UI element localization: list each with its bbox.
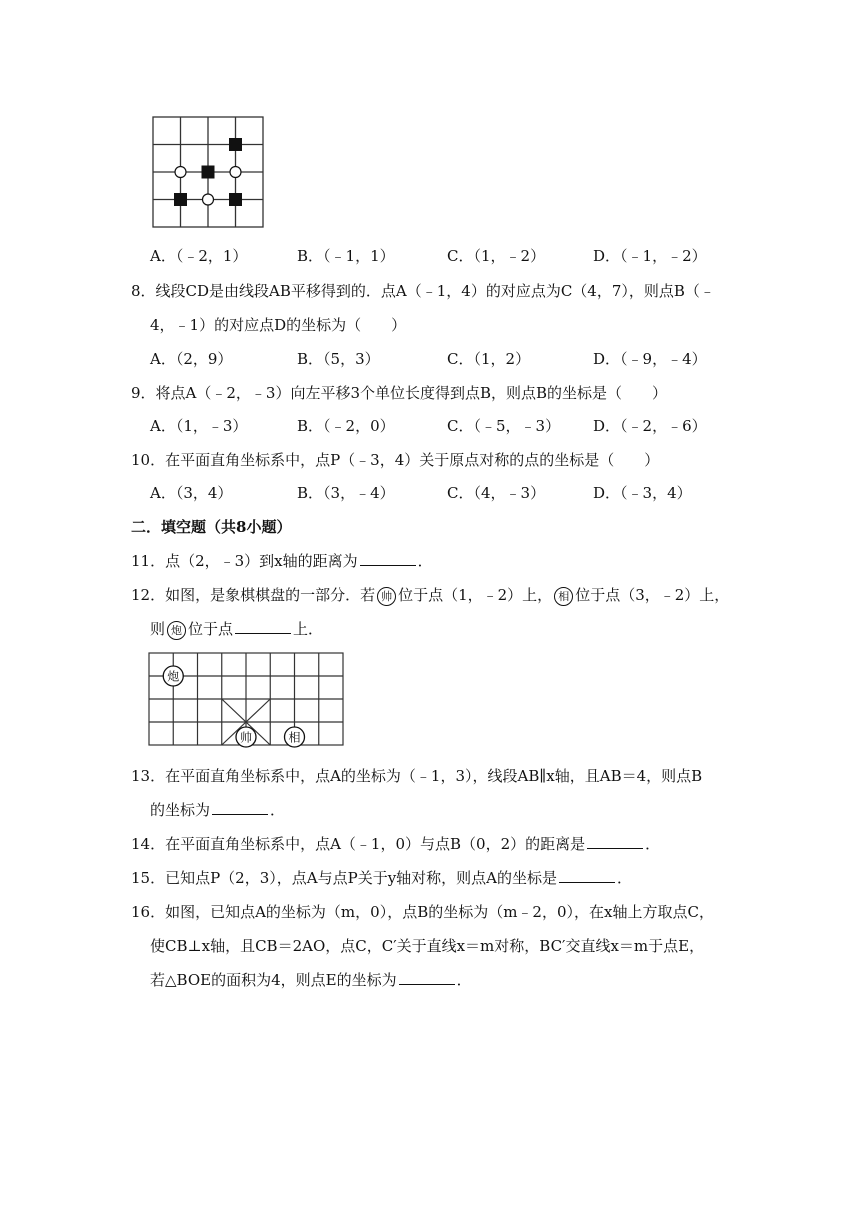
q8-text-line2: 4，﹣1）的对应点D的坐标为（ ） [150,316,407,334]
xiang-board-piece [285,727,305,747]
xiang-board-label: 相 [288,730,301,745]
q10-text: 10．在平面直角坐标系中，点P（﹣3，4）关于原点对称的点的坐标是（ ） [131,451,660,469]
q12-line2-before: 则 [150,620,166,638]
q8-text-line1: 8．线段CD是由线段AB平移得到的．点A（﹣1，4）的对应点为C（4，7），则点B（﹣ [131,282,715,300]
q9-text: 9．将点A（﹣2，﹣3）向左平移3个单位长度得到点B，则点B的坐标是（ ） [131,384,668,402]
q14-text [131,833,660,855]
q15-before: 15．已知点P（2，3），点A与点P关于y轴对称，则点A的坐标是 [131,869,558,887]
white-stone [230,167,241,178]
option-d: D．（﹣2，﹣6） [593,417,707,435]
q14-before: 14．在平面直角坐标系中，点A（﹣1，0）与点B（0，2）的距离是 [131,835,586,853]
black-stone [229,193,242,206]
q12-line2-after: 上． [293,620,324,638]
q15-after: ． [617,869,633,887]
option-a: A．（2，9） [150,350,233,368]
q16-text-line1: 16．如图，已知点A的坐标为（m，0），点B的坐标为（m﹣2，0），在x轴上方取点C， [131,903,714,921]
q11-before: 11．点（2，﹣3）到x轴的距离为 [131,552,358,570]
white-stone [203,194,214,205]
shuai-board-label: 帅 [239,730,253,745]
q12-part2: 位于点（1，﹣2）上， [398,586,553,604]
answer-blank [360,551,416,566]
q13-text-line2 [150,799,285,821]
q12-line2-mid: 位于点 [188,620,234,638]
q12-part3: 位于点（3，﹣2）上， [575,586,730,604]
q13-text-line1: 13．在平面直角坐标系中，点A的坐标为（﹣1，3），线段AB∥x轴，且AB＝4，则点B [131,767,703,785]
option-c: C．（4，﹣3） [447,484,546,502]
q15-text [131,867,632,889]
chess-board-figure [147,651,345,751]
q16-line3-before: 若△BOE的面积为4，则点E的坐标为 [150,971,397,989]
option-a: A．（1，﹣3） [150,417,248,435]
q11-after: ． [417,552,433,570]
q12-text-line1 [131,584,729,606]
answer-blank [399,970,455,985]
black-stone [229,138,242,151]
white-stone [175,167,186,178]
option-d: D．（﹣3，4） [593,484,692,502]
section-heading: 二．填空题（共8小题） [131,518,292,536]
q13-line2-before: 的坐标为 [150,801,211,819]
black-stone [202,166,215,179]
go-grid-figure [150,115,266,229]
option-c: C．（1，﹣2） [447,247,546,265]
option-b: B．（5，3） [297,350,380,368]
answer-blank [559,868,615,883]
option-b: B．（﹣1，1） [297,247,395,265]
q13-line2-after: ． [270,801,286,819]
pao-piece-icon: 炮 [167,621,186,640]
option-b: B．（3，﹣4） [297,484,395,502]
option-c: C．（﹣5，﹣3） [447,417,561,435]
pao-board-piece [163,666,183,686]
q16-text-line2: 使CB⊥x轴，且CB＝2AO，点C，C′关于直线x＝m对称，BC′交直线x＝m于点E， [150,937,705,955]
xiang-piece-icon: 相 [554,587,573,606]
shuai-board-piece [236,727,256,747]
option-d: D．（﹣1，﹣2） [593,247,707,265]
black-stone [174,193,187,206]
answer-blank [212,800,268,815]
option-a: A．（﹣2，1） [150,247,248,265]
answer-blank [587,834,643,849]
option-b: B．（﹣2，0） [297,417,395,435]
q12-part1: 12．如图，是象棋棋盘的一部分．若 [131,586,376,604]
option-a: A．（3，4） [150,484,233,502]
q14-after: ． [645,835,661,853]
pao-board-label: 炮 [167,669,180,684]
option-d: D．（﹣9，﹣4） [593,350,707,368]
answer-blank [235,619,291,634]
option-c: C．（1，2） [447,350,531,368]
q16-text-line3 [150,969,472,991]
q16-line3-after: ． [456,971,472,989]
q11-text [131,550,433,572]
shuai-piece-icon: 帅 [377,587,396,606]
q12-text-line2 [150,618,323,640]
